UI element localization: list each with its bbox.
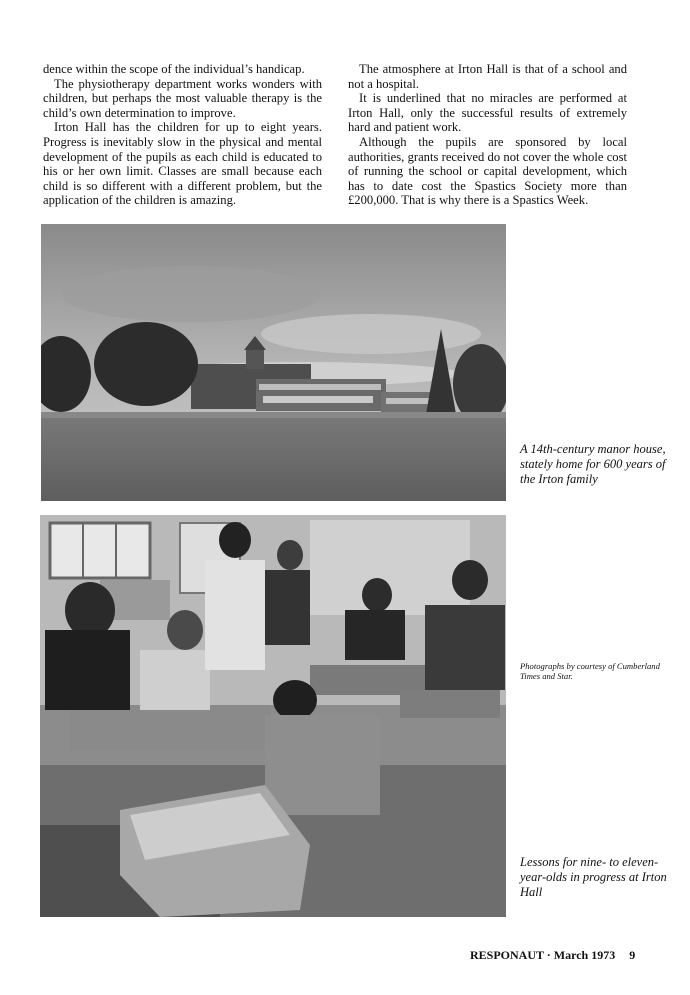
photo-credit: Photographs by courtesy of Cumberland Times and Star.: [520, 661, 660, 681]
publication-info: RESPONAUT · March 1973: [470, 948, 616, 962]
paragraph: The atmosphere at Irton Hall is that of a school and not a hospital.: [348, 62, 627, 91]
paragraph: Irton Hall has the children for up to eight years. Progress is inevitably slow in the physical and mental development of the pupils as each child is educated to his or her own limit. Classes are small because each child is so different with a different problem, but the application of the children is amazing.: [43, 120, 322, 208]
paragraph: It is underlined that no miracles are performed at Irton Hall, only the successful results of extremely hard and patient work.: [348, 91, 627, 135]
paragraph: Although the pupils are sponsored by local authorities, grants received do not cover the whole cost of running the school or capital development, which has to date cost the Spastics Society more than £200,000. That is why there is a Spastics Week.: [348, 134, 627, 208]
paragraph: The physiotherapy department works wonders with children, but perhaps the most valuable therapy is the child’s own determination to improve.: [43, 76, 322, 120]
article-column-left: [43, 62, 322, 208]
article-column-right: [348, 62, 627, 208]
classroom-photo: [40, 515, 506, 917]
manor-house-photo: [41, 224, 506, 501]
page-footer: [470, 948, 635, 963]
page-number: 9: [629, 948, 636, 962]
manor-photo-caption: A 14th-century manor house, stately home for 600 years of the Irton family: [520, 442, 666, 486]
paragraph: dence within the scope of the individual’s handicap.: [43, 62, 305, 76]
classroom-photo-caption: Lessons for nine- to eleven-year-olds in progress at Irton Hall: [520, 855, 667, 899]
